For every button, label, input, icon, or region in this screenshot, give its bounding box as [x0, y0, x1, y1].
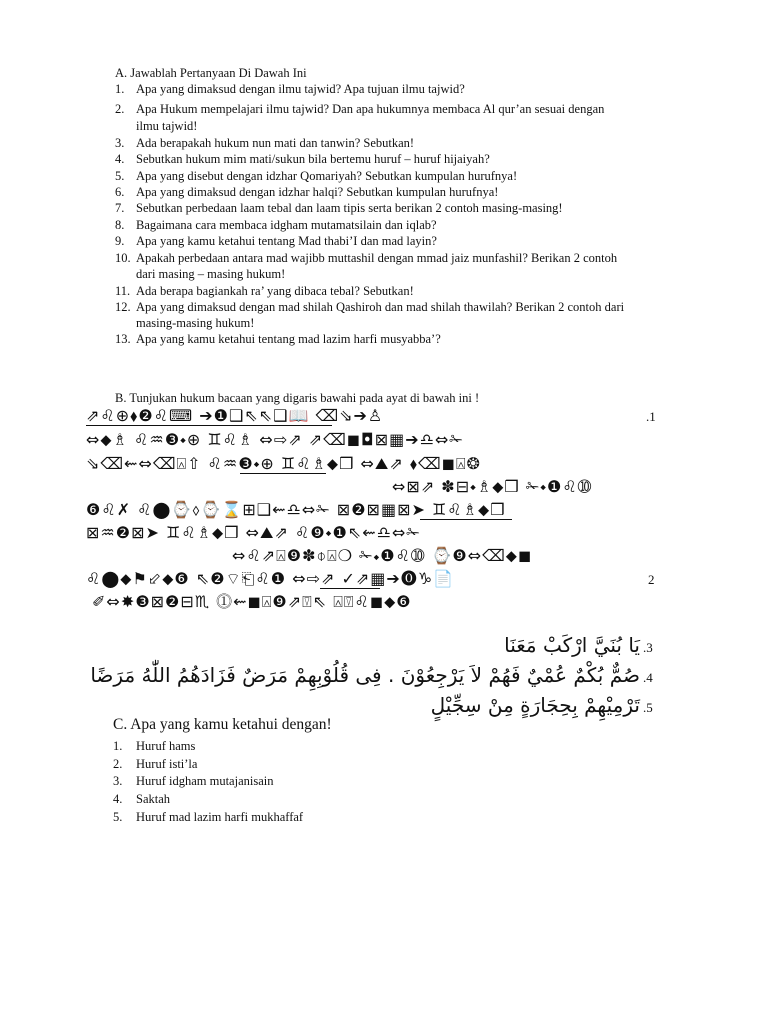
arabic-verse: صُمٌّ بُكْمٌ عُمْيٌ فَهُمْ لاَ يَرْجِعُوْنَ . فِى قُلُوْبِهِمْ مَرَضٌ فَزَادَهُمُ اللّٰهُ مَرَضًا — [90, 663, 640, 687]
item-text: Sebutkan perbedaan laam tebal dan laam tipis serta berikan 2 contoh masing-masing! — [136, 201, 563, 215]
item-text: Ada berapakah hukum nun mati dan tanwin? Sebutkan! — [136, 136, 415, 150]
item-number: 1. — [115, 82, 125, 96]
question-number: .4 — [643, 670, 653, 685]
question-number: .5 — [643, 700, 653, 715]
symbol-font-line: ⊠♒❷⊠➤ ♊♌♗⬥❒ ⇔⛰⇗ ♌❾⬩❶⇖⇜♎⇔✁ — [86, 523, 421, 542]
item-number: 6. — [115, 185, 125, 199]
symbol-font-line: ⇔⬥♗ ♌♒❸⬩⊕ ♊♌♗ ⇔⇨⇗ ⇗⌫◼◘⊠▦➔♎⇔✁ — [86, 430, 464, 449]
symbol-font-line: ❻♌✗ ♌⬤⌚⬨⌚⌛⊞❑⇜♎⇔✁ ⊠❷⊠▦⊠➤ ♊♌♗⬥❒ — [86, 500, 506, 519]
item-number: 1. — [113, 739, 123, 753]
item-number: 7. — [115, 201, 125, 215]
item-number: 5. — [115, 169, 125, 183]
item-number: 2. — [115, 102, 125, 116]
item-text-continued: dari masing – masing hukum! — [136, 267, 286, 281]
symbol-font-line: ♌⬤⬥⚑⬃⬥❻ ⇖❷⌔⎗♌❶ ⇔⇨⇗ ✓⇗▦➔⓿♑📄 — [86, 569, 455, 588]
item-number: 9. — [115, 234, 125, 248]
item-text: Apa yang dimaksud dengan idzhar halqi? Sebutkan kumpulan hurufnya! — [136, 185, 499, 199]
item-text: Sebutkan hukum mim mati/sukun bila bertemu huruf – huruf hijaiyah? — [136, 152, 490, 166]
symbol-font-line: ✐⇔✸❸⊠❷⊟♏ ⓵⇜◼⍓❾⇗⍔⇖ ⍓⍔♌◼⬥❻ — [92, 592, 412, 611]
item-number: 11. — [115, 284, 131, 298]
item-text: Apa yang dimaksud dengan mad shilah Qashiroh dan mad shilah thawilah? Berikan 2 contoh dari — [136, 300, 625, 314]
arabic-verse: يَا بُنَيَّ ارْكَبْ مَعَنَا — [504, 633, 640, 657]
underline-rule — [240, 473, 326, 474]
item-number: 5. — [113, 810, 123, 824]
item-number: 13. — [115, 332, 131, 346]
item-text: Apakah perbedaan antara mad wajibb muttashil dengan mmad jaiz munfashil? Berikan 2 contoh — [136, 251, 618, 265]
item-text: Apa Hukum mempelajari ilmu tajwid? Dan apa hukumnya membaca Al qur’an sesuai dengan — [136, 102, 605, 116]
item-number: 4. — [115, 152, 125, 166]
underline-rule — [86, 425, 332, 426]
symbol-font-line: ⇔⊠⇗ ✽⊟⬩♗⬥❒ ✁⬩❶♌➉ — [392, 477, 593, 496]
item-number: 4. — [113, 792, 123, 806]
underline-rule — [420, 519, 512, 520]
item-number: 8. — [115, 218, 125, 232]
item-text-continued: ilmu tajwid! — [136, 119, 198, 133]
item-text: Huruf mad lazim harfi mukhaffaf — [136, 810, 304, 824]
item-text: Apa yang kamu ketahui tentang mad lazim harfi musyabba’? — [136, 332, 441, 346]
item-text: Bagaimana cara membaca idgham mutamatsilain dan iqlab? — [136, 218, 437, 232]
symbol-font-line: ⇔♌⇗⍓❾✽⌽⍓❍ ✁⬩❶♌➉ ⌚❾⇔⌫⬥◼ — [232, 546, 533, 565]
item-number: 12. — [115, 300, 131, 314]
item-text: Apa yang kamu ketahui tentang Mad thabi’I dan mad layin? — [136, 234, 437, 248]
item-text: Apa yang disebut dengan idzhar Qomariyah? Sebutkan kumpulan hurufnya! — [136, 169, 518, 183]
item-text: Ada berapa bagiankah ra’ yang dibaca tebal? Sebutkan! — [136, 284, 414, 298]
question-number: .1 — [646, 409, 656, 424]
item-text: Saktah — [136, 792, 171, 806]
item-text: Apa yang dimaksud dengan ilmu tajwid? Apa tujuan ilmu tajwid? — [136, 82, 465, 96]
section-b-title: B. Tunjukan hukum bacaan yang digaris bawahi pada ayat di bawah ini ! — [115, 391, 480, 405]
item-text: Huruf hams — [136, 739, 196, 753]
item-number: 3. — [113, 774, 123, 788]
item-text: Huruf isti’la — [136, 757, 198, 771]
item-number: 10. — [115, 251, 131, 265]
item-text-continued: masing-masing hukum! — [136, 316, 255, 330]
item-number: 2. — [113, 757, 123, 771]
underline-rule — [320, 588, 380, 589]
item-number: 3. — [115, 136, 125, 150]
section-c-title: C. Apa yang kamu ketahui dengan! — [113, 716, 332, 733]
symbol-font-line: ⇗♌⊕⬧❷♌⌨ ➔❶❑⇖⇖❑📖 ⌫⇘➔♙ — [86, 406, 384, 425]
item-text: Huruf idgham mutajanisain — [136, 774, 274, 788]
question-number: 2 — [648, 572, 655, 587]
question-number: .3 — [643, 640, 653, 655]
section-a-title: A. Jawablah Pertanyaan Di Dawah Ini — [115, 66, 307, 80]
arabic-verse: تَرْمِيْهِمْ بِحِجَارَةٍ مِنْ سِجِّيْلٍ — [430, 693, 640, 717]
symbol-font-line: ⇘⌫⇜⇔⌫⍓⇧ ♌♒❸⬩⊕ ♊♌♗⬥❒ ⇔⛰⇗ ⬧⌫◼⍓❂ — [86, 454, 481, 473]
